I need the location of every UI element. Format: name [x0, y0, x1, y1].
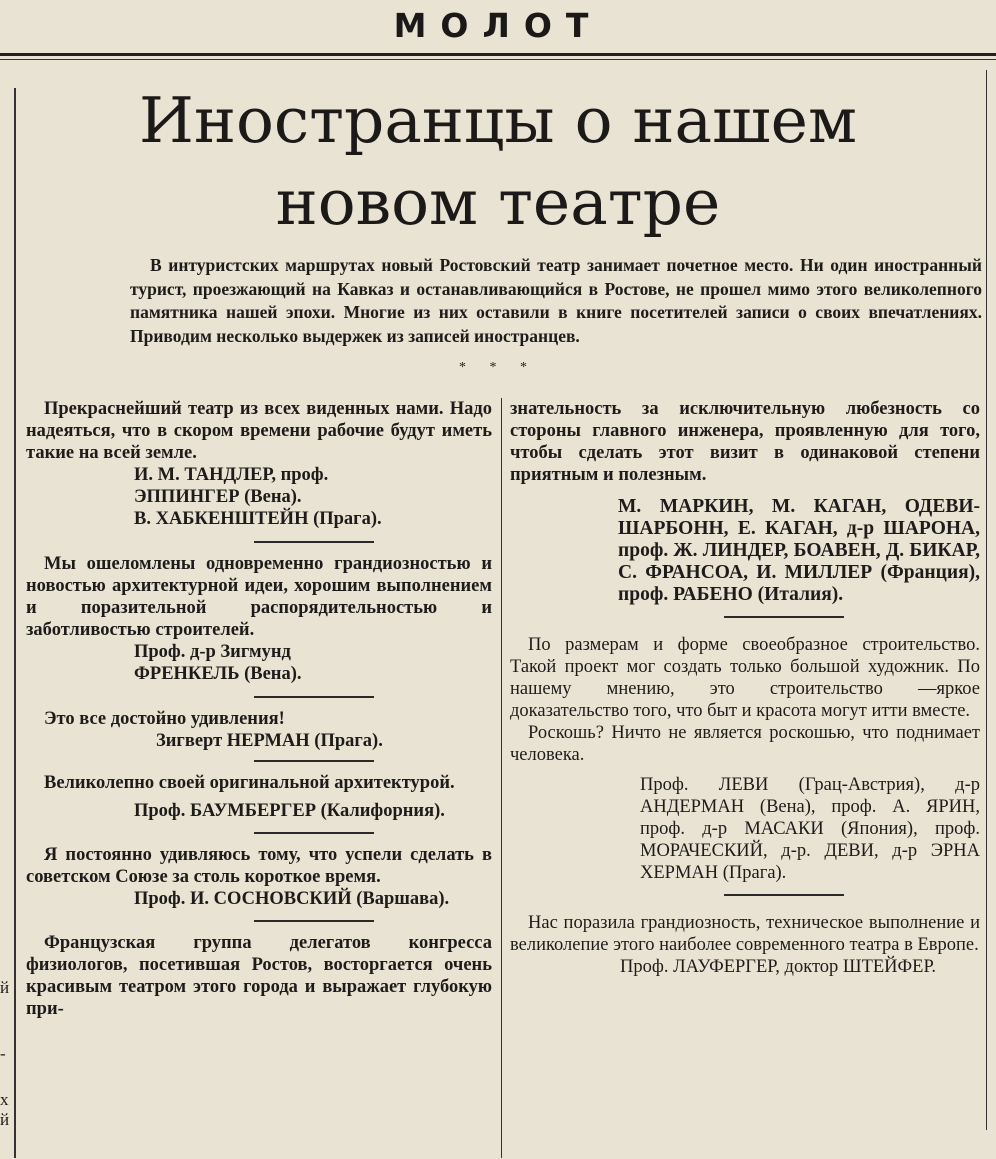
- quote-signature: Зигверт НЕРМАН (Прага).: [156, 731, 383, 751]
- quote-signature: В. ХАБКЕНШТЕЙН (Прага).: [134, 509, 382, 529]
- quote-text: Нас поразила грандиозность, техническое выполнение и великолепие этого наиболее современного театра в Европе.: [510, 913, 980, 955]
- margin-fragment: й: [0, 1110, 10, 1129]
- headline-line-2: новом театре: [275, 166, 721, 239]
- quote-signature: Проф. ЛАУФЕРГЕР, доктор ШТЕЙФЕР.: [620, 957, 937, 977]
- article-lead: В интуристских маршрутах новый Ростовский театр занимает почетное место. Ни один иностранный турист, проезжающий на Кавказ и останавливающийся в Ростове, не прошел мимо этого великолепного памятника нашей эпохи. Многие из них оставили в книге посетителей записи о своих впечатлениях. Приводим несколько выдержек из записей иностранцев.: [130, 255, 982, 346]
- margin-fragment: й: [0, 978, 10, 997]
- quote-text: По размерам и форме своеобразное строительство. Такой проект мог создать только большой художник. По нашему мнению, это строительство —яркое доказательство того, что быт и красота могут итти вместе.: [510, 635, 980, 721]
- left-column: [26, 398, 492, 1020]
- quote-text: Мы ошеломлены одновременно грандиозностью и новостью архитектурной идеи, хорошим выполнением и поразительной распорядительностью и заботливостью строителей.: [26, 554, 492, 640]
- quote-signature: Проф. И. СОСНОВСКИЙ (Варшава).: [134, 889, 450, 909]
- headline-line-1: Иностранцы о нашем: [139, 84, 857, 157]
- quote-separator: [254, 920, 374, 922]
- quote-signature: Проф. д-р Зигмунд: [134, 642, 291, 662]
- quote-signature: Проф. ЛЕВИ (Грац-Австрия), д-р АНДЕРМАН (Вена), проф. А. ЯРИН, проф. д-р МАСАКИ (Япония), проф. МОРАЧЕСКИЙ, д-р. ДЕВИ, д-р ЭРНА ХЕРМАН (Прага).: [640, 775, 980, 883]
- section-stars: * * *: [459, 360, 537, 375]
- article-headline: [40, 80, 956, 244]
- right-column: [510, 398, 980, 978]
- masthead: МОЛОТ: [393, 6, 603, 45]
- quote-separator: [254, 541, 374, 543]
- quote-text: Французская группа делегатов конгресса физиологов, посетившая Ростов, восторгается очень красивым театром этого города и выражает глубокую при-: [26, 933, 492, 1019]
- column-divider: [501, 398, 502, 1158]
- quote-signature: М. МАРКИН, М. КАГАН, ОДЕВИ-ШАРБОНН, Е. КАГАН, д-р ШАРОНА, проф. Ж. ЛИНДЕР, БОАВЕН, Д. БИКАР, С. ФРАНСОА, И. МИЛЛЕР (Франция), проф. РАБЕНО (Италия).: [618, 496, 980, 605]
- quote-signature: И. М. ТАНДЛЕР, проф.: [134, 465, 329, 485]
- quote-separator: [254, 832, 374, 834]
- masthead-rule: [0, 53, 996, 56]
- quote-text: знательность за исключительную любезность со стороны главного инженера, проявленную для того, чтобы сделать этот визит в одинаковой степени приятным и полезным.: [510, 399, 980, 485]
- quote-signature: ЭППИНГЕР (Вена).: [134, 487, 302, 507]
- left-border-rule: [14, 88, 16, 1158]
- quote-text: Прекраснейший театр из всех виденных нами. Надо надеяться, что в скором времени рабочие будут иметь такие на всей земле.: [26, 399, 492, 463]
- masthead-rule-thin: [0, 59, 996, 60]
- quote-text: Роскошь? Ничто не является роскошью, что поднимает человека.: [510, 723, 980, 765]
- quote-separator: [724, 616, 844, 618]
- quote-text: Это все достойно удивления!: [44, 709, 285, 729]
- quote-text: Я постоянно удивляюсь тому, что успели сделать в советском Союзе за столь короткое время.: [26, 845, 492, 887]
- margin-fragment: х: [0, 1090, 9, 1109]
- right-border-rule: [986, 70, 987, 1130]
- quote-signature: ФРЕНКЕЛЬ (Вена).: [134, 664, 302, 684]
- quote-signature: Проф. БАУМБЕРГЕР (Калифорния).: [134, 801, 445, 821]
- quote-text: Великолепно своей оригинальной архитектурой.: [44, 773, 455, 793]
- quote-separator: [724, 894, 844, 896]
- margin-fragment: -: [0, 1044, 6, 1063]
- quote-separator: [254, 760, 374, 762]
- quote-separator: [254, 696, 374, 698]
